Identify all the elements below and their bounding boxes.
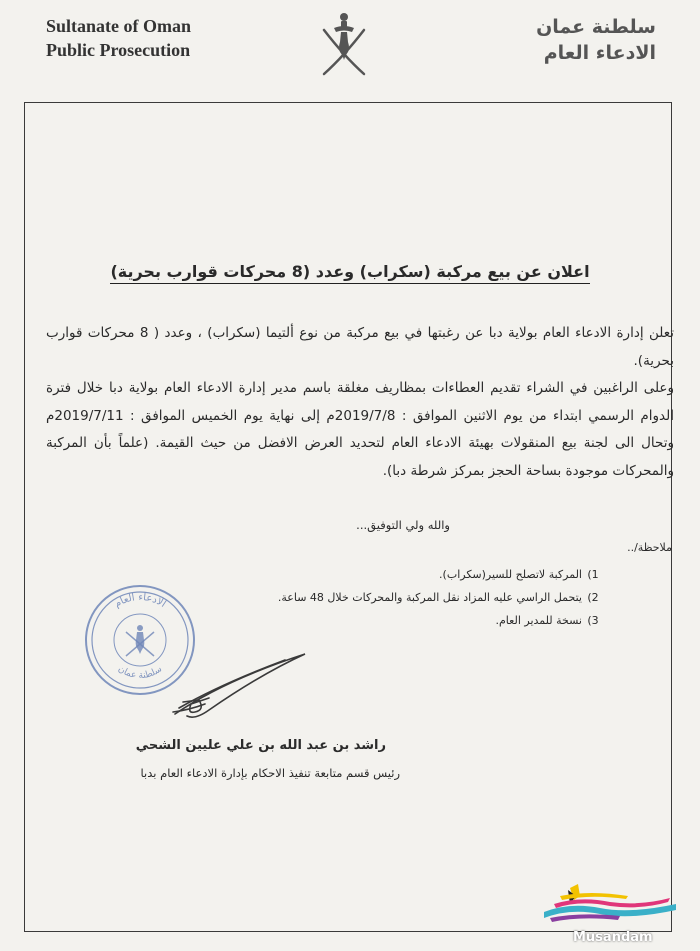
- arabic-header-line1: سلطنة عمان: [536, 16, 656, 38]
- handwritten-signature-icon: [165, 640, 315, 730]
- note-number: 2): [587, 591, 599, 604]
- note-text: يتحمل الراسي عليه المزاد نقل المركبة والمحركات خلال 48 ساعة.: [277, 591, 582, 604]
- english-header-line2: Public Prosecution: [46, 40, 191, 60]
- arabic-header: [536, 14, 656, 66]
- note-text: نسخة للمدير العام.: [495, 614, 582, 627]
- note-item: [278, 586, 604, 609]
- note-text: المركبة لاتصلح للسير(سكراب).: [439, 568, 582, 581]
- announcement-paragraph-1: تعلن إدارة الادعاء العام بولاية دبا عن رغبتها في بيع مركبة من نوع ألتيما (سكراب) ، وعدد ( 8 محركات قوارب بحرية).: [46, 325, 674, 369]
- svg-text:سلطنة عمان: [116, 664, 164, 681]
- svg-text:الادعاء العام: [112, 592, 167, 610]
- announcement-title-text: اعلان عن بيع مركبة (سكراب) وعدد (8 محركات قوارب بحرية): [110, 262, 589, 284]
- signatory-title: رئيس قسم متابعة تنفيذ الاحكام بإدارة الادعاء العام بدبا: [140, 766, 400, 780]
- note-number: 1): [587, 568, 599, 581]
- watermark-text: Musandam: [573, 930, 653, 945]
- announcement-paragraph-2: وعلى الراغبين في الشراء تقديم العطاءات بمظاريف مغلقة باسم مدير إدارة الادعاء العام بولاية دبا خلال فترة الدوام الرسمي ابتداء من يوم الاثنين الموافق : 2019/7/8م إلى نهاية يوم الخميس الموافق : 2019/7/11م وتحال الى لجنة بيع المنقولات بهيئة الادعاء العام لتحديد العرض الافضل من حيث القيمة. (علماً بأن المركبة والمحركات موجودة بساحة الحجز بمركز شرطة دبا).: [46, 380, 674, 479]
- announcement-title: [100, 262, 600, 281]
- closing-phrase: والله ولي التوفيق...: [356, 518, 450, 532]
- note-item: [278, 609, 604, 632]
- document-border: [24, 102, 672, 932]
- notes-label: ملاحظة/..: [627, 541, 672, 554]
- notes-list: [278, 563, 604, 632]
- announcement-body: [46, 320, 674, 485]
- note-item: [278, 563, 604, 586]
- stamp-top-text: الادعاء العام: [112, 591, 168, 610]
- musandam-logo-icon: [540, 882, 680, 924]
- stamp-bottom-text: سلطنة عمان: [115, 664, 165, 682]
- arabic-header-line2: الادعاء العام: [543, 42, 656, 64]
- english-header-line1: Sultanate of Oman: [46, 16, 192, 36]
- note-number: 3): [587, 614, 599, 627]
- oman-khanjar-emblem-icon: [314, 8, 374, 78]
- signatory-name: راشد بن عبد الله بن علي عليين الشحي: [135, 738, 386, 753]
- english-header: [46, 14, 191, 62]
